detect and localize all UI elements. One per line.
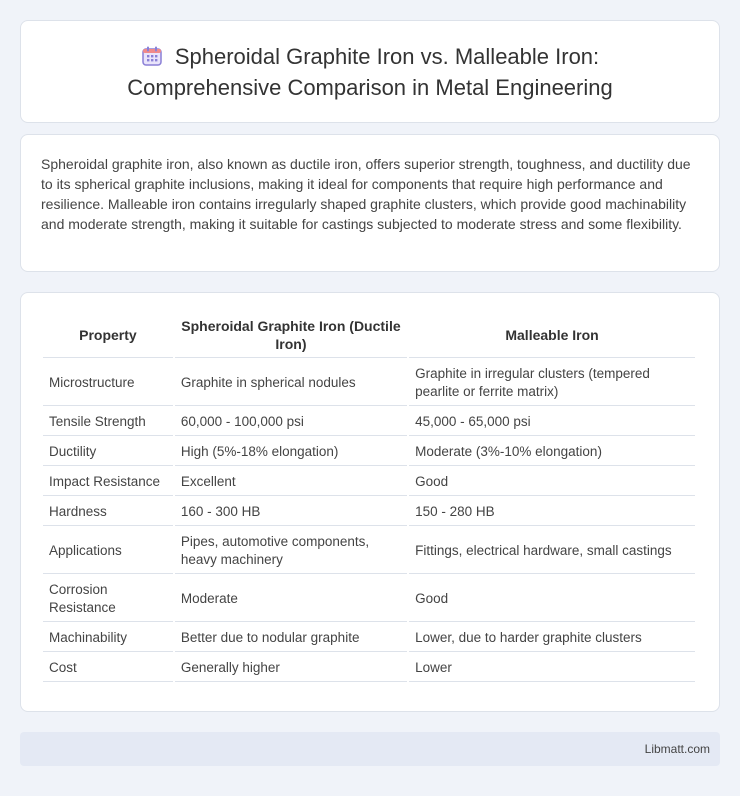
malleable-cell: 45,000 - 65,000 psi (409, 408, 695, 436)
spheroidal-cell: Better due to nodular graphite (175, 624, 407, 652)
malleable-cell: Moderate (3%-10% elongation) (409, 438, 695, 466)
footer-brand-link[interactable]: Libmatt.com (644, 742, 710, 756)
table-row (43, 438, 695, 466)
table-row (43, 468, 695, 496)
intro-card (20, 134, 720, 272)
header-malleable: Malleable Iron (409, 313, 695, 358)
malleable-cell: Graphite in irregular clusters (tempered pearlite or ferrite matrix) (409, 360, 695, 406)
calendar-icon (141, 45, 163, 67)
property-cell: Ductility (43, 438, 173, 466)
property-cell: Microstructure (43, 360, 173, 406)
table-row (43, 624, 695, 652)
table-row (43, 408, 695, 436)
spheroidal-cell: 60,000 - 100,000 psi (175, 408, 407, 436)
comparison-table (41, 311, 697, 684)
title-card (20, 20, 720, 123)
malleable-cell: Lower, due to harder graphite clusters (409, 624, 695, 652)
page-title (127, 41, 612, 103)
table-row (43, 498, 695, 526)
malleable-cell: Good (409, 576, 695, 622)
spheroidal-cell: Graphite in spherical nodules (175, 360, 407, 406)
footer (20, 732, 720, 766)
table-row (43, 360, 695, 406)
intro-paragraph: Spheroidal graphite iron, also known as ductile iron, offers superior strength, toughness, and ductility due to its spherical graphite inclusions, making it ideal for components that require high performance and resilience. Malleable iron contains irregularly shaped graphite clusters, which provide good machinability and moderate strength, making it suitable for castings subjected to moderate stress and some flexibility. (41, 156, 691, 232)
spheroidal-cell: Excellent (175, 468, 407, 496)
malleable-cell: Lower (409, 654, 695, 682)
table-header-row (43, 313, 695, 358)
property-cell: Corrosion Resistance (43, 576, 173, 622)
table-row (43, 528, 695, 574)
property-cell: Impact Resistance (43, 468, 173, 496)
property-cell: Cost (43, 654, 173, 682)
property-cell: Machinability (43, 624, 173, 652)
spheroidal-cell: Pipes, automotive components, heavy machinery (175, 528, 407, 574)
header-spheroidal: Spheroidal Graphite Iron (Ductile Iron) (175, 313, 407, 358)
property-cell: Applications (43, 528, 173, 574)
malleable-cell: Fittings, electrical hardware, small castings (409, 528, 695, 574)
header-property: Property (43, 313, 173, 358)
spheroidal-cell: High (5%-18% elongation) (175, 438, 407, 466)
comparison-card (20, 292, 720, 712)
title-line-2: Comprehensive Comparison in Metal Engineering (127, 74, 613, 100)
property-cell: Tensile Strength (43, 408, 173, 436)
malleable-cell: Good (409, 468, 695, 496)
title-line-1: Spheroidal Graphite Iron vs. Malleable Iron: (174, 43, 600, 69)
spheroidal-cell: Moderate (175, 576, 407, 622)
spheroidal-cell: Generally higher (175, 654, 407, 682)
table-row (43, 576, 695, 622)
spheroidal-cell: 160 - 300 HB (175, 498, 407, 526)
property-cell: Hardness (43, 498, 173, 526)
malleable-cell: 150 - 280 HB (409, 498, 695, 526)
table-row (43, 654, 695, 682)
